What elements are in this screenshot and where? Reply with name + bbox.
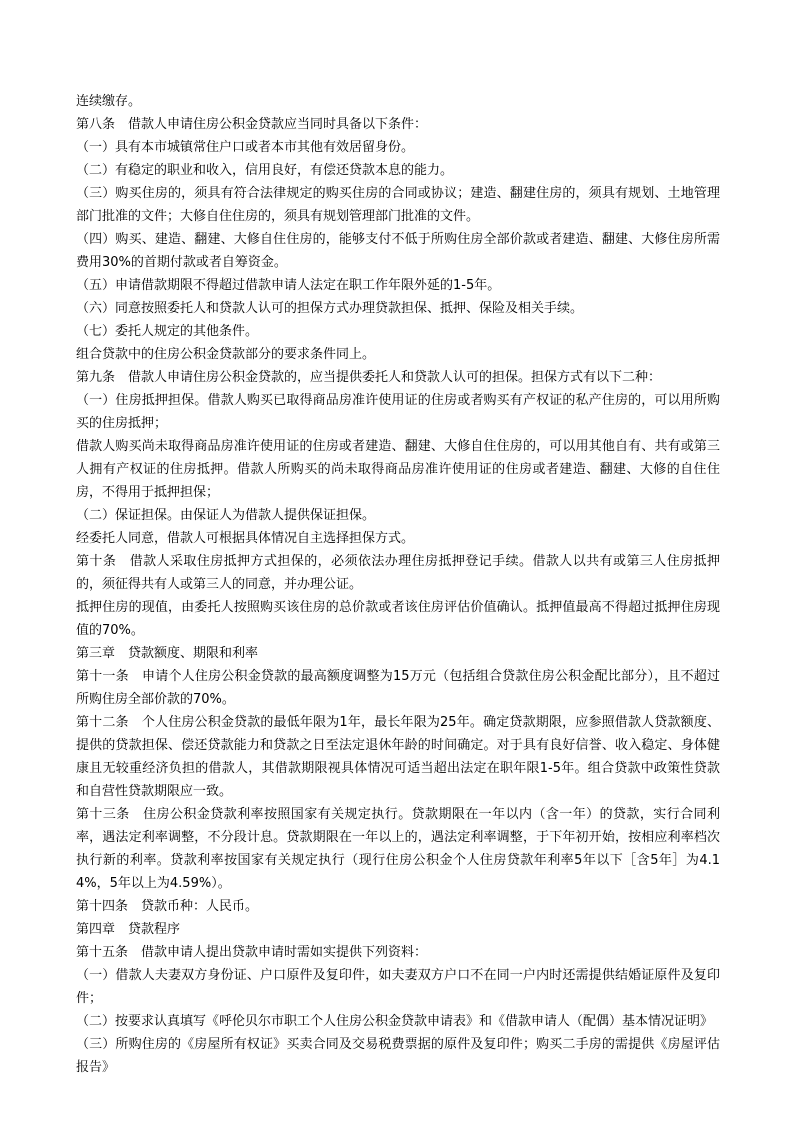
article-13: 第十三条 住房公积金贷款利率按照国家有关规定执行。贷款期限在一年以内（含一年）的贷款，实行合同利率，遇法定利率调整，不分段计息。贷款期限在一年以上的，遇法定利率调整，于下年初开始，按相应利率档次执行新的利率。贷款利率按国家有关规定执行（现行住房公积金个人住房贷款年利率5年以下［含5年］为4.14%，5年以上为4.59%）。 <box>76 807 720 891</box>
article-8-item-5: （五）申请借款期限不得超过借款申请人法定在职工作年限外延的1-5年。 <box>76 278 501 293</box>
article-12: 第十二条 个人住房公积金贷款的最低年限为1年，最长年限为25年。确定贷款期限，应参照借款人贷款额度、提供的贷款担保、偿还贷款能力和贷款之日至法定退休年龄的时间确定。对于具有良好信誉、收入稳定、身体健康且无较重经济负担的借款人，其借款期限视具体情况可适当超出法定在职年限1-5年。组合贷款中政策性贷款和自营性贷款期限应一致。 <box>76 715 720 799</box>
chapter-3-heading: 第三章 贷款额度、期限和利率 <box>76 646 259 661</box>
chapter-4-heading: 第四章 贷款程序 <box>76 922 181 937</box>
guarantee-choice-note: 经委托人同意，借款人可根据具体情况自主选择担保方式。 <box>76 531 415 546</box>
article-8-item-2: （二）有稳定的职业和收入，信用良好，有偿还贷款本息的能力。 <box>76 163 454 178</box>
article-9-item-2: （二）保证担保。由保证人为借款人提供保证担保。 <box>76 508 376 523</box>
article-14: 第十四条 贷款币种：人民币。 <box>76 899 259 914</box>
article-15-item-2: （二）按要求认真填写《呼伦贝尔市职工个人住房公积金贷款申请表》和《借款申请人（配偶）基本情况证明》 <box>76 1014 714 1029</box>
article-8-item-6: （六）同意按照委托人和贷款人认可的担保方式办理贷款担保、抵押、保险及相关手续。 <box>76 301 584 316</box>
combined-loan-note: 组合贷款中的住房公积金贷款部分的要求条件同上。 <box>76 347 376 362</box>
article-9-item-1-detail: 借款人购买尚未取得商品房准许使用证的住房或者建造、翻建、大修自住住房的，可以用其他自有、共有或第三人拥有产权证的住房抵押。借款人所购买的尚未取得商品房准许使用证的住房或者建造、翻建、大修的自住住房，不得用于抵押担保； <box>76 439 720 500</box>
article-8-item-1: （一）具有本市城镇常住户口或者本市其他有效居留身份。 <box>76 140 415 155</box>
article-10-valuation: 抵押住房的现值，由委托人按照购买该住房的总价款或者该住房评估价值确认。抵押值最高不得超过抵押住房现值的70%。 <box>76 600 720 638</box>
article-11: 第十一条 申请个人住房公积金贷款的最高额度调整为15万元（包括组合贷款住房公积金配比部分），且不超过所购住房全部价款的70%。 <box>76 669 720 707</box>
article-9-item-1: （一）住房抵押担保。借款人购买已取得商品房准许使用证的住房或者购买有产权证的私产住房的，可以用所购买的住房抵押； <box>76 393 720 431</box>
article-8-item-3: （三）购买住房的，须具有符合法律规定的购买住房的合同或协议；建造、翻建住房的，须具有规划、土地管理部门批准的文件；大修自住住房的，须具有规划管理部门批准的文件。 <box>76 186 720 224</box>
document-page <box>76 90 720 1079</box>
article-10: 第十条 借款人采取住房抵押方式担保的，必须依法办理住房抵押登记手续。借款人以共有或第三人住房抵押的，须征得共有人或第三人的同意，并办理公证。 <box>76 554 720 592</box>
article-8-item-7: （七）委托人规定的其他条件。 <box>76 324 259 339</box>
article-9: 第九条 借款人申请住房公积金贷款的，应当提供委托人和贷款人认可的担保。担保方式有以下二种： <box>76 370 662 385</box>
article-8: 第八条 借款人申请住房公积金贷款应当同时具备以下条件： <box>76 117 428 132</box>
article-15-item-1: （一）借款人夫妻双方身份证、户口原件及复印件，如夫妻双方户口不在同一户内时还需提供结婚证原件及复印件； <box>76 968 720 1006</box>
article-8-item-4: （四）购买、建造、翻建、大修自住住房的，能够支付不低于所购住房全部价款或者建造、翻建、大修住房所需费用30%的首期付款或者自筹资金。 <box>76 232 720 270</box>
paragraph-continued-deposit: 连续缴存。 <box>76 94 142 109</box>
article-15-item-3: （三）所购住房的《房屋所有权证》买卖合同及交易税费票据的原件及复印件；购买二手房的需提供《房屋评估报告》 <box>76 1037 720 1075</box>
article-15: 第十五条 借款申请人提出贷款申请时需如实提供下列资料： <box>76 945 428 960</box>
